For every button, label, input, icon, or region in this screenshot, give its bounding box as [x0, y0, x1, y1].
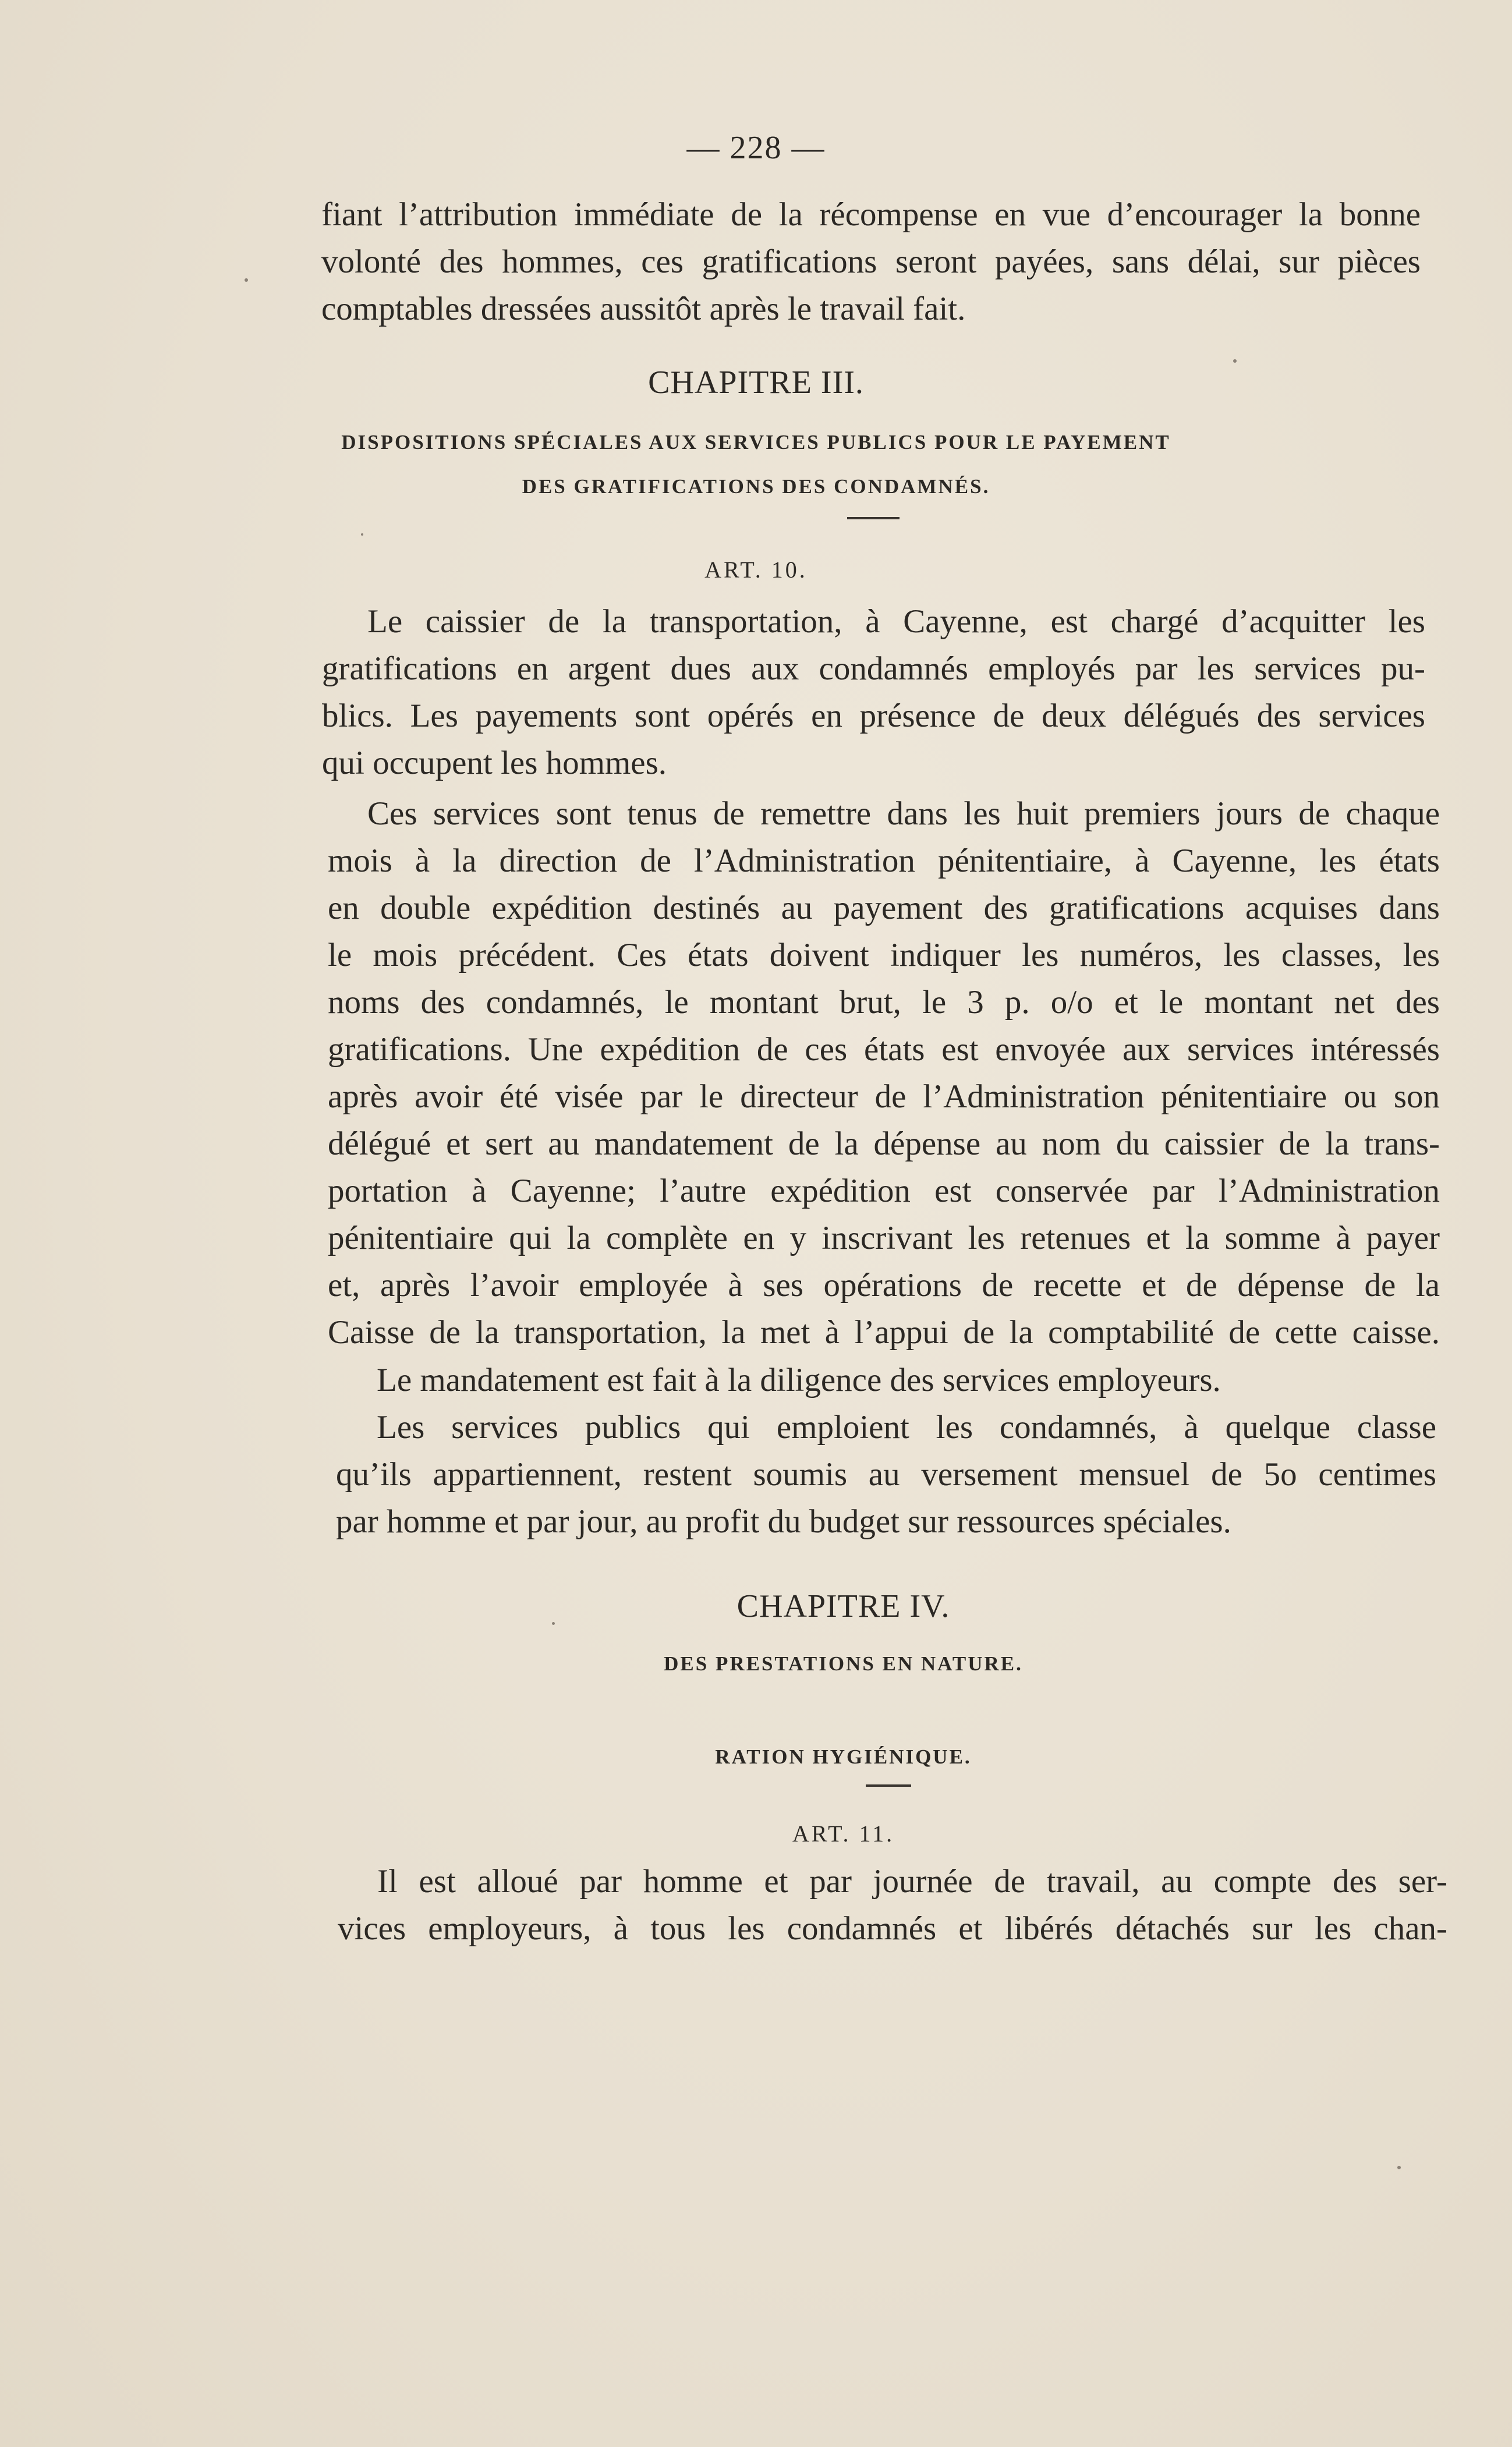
text-line: Le mandatement est fait à la diligence des services employeurs. — [377, 1362, 1221, 1398]
text-line: le mois précédent. Ces états doivent indiquer les numéros, les classes, les — [328, 937, 1440, 973]
article-10-paragraph-2 — [328, 790, 1440, 1356]
article-10-paragraph-3 — [336, 1357, 1436, 1404]
paper-speck — [1233, 359, 1237, 363]
paper-speck — [361, 533, 363, 536]
text-line: pénitentiaire qui la complète en y inscrivant les retenues et la somme à payer — [328, 1220, 1440, 1256]
text-line: mois à la direction de l’Administration pénitentiaire, à Cayenne, les états — [328, 842, 1440, 879]
chapter-3-subtitle-line-1: DISPOSITIONS SPÉCIALES AUX SERVICES PUBLICS POUR LE PAYEMENT — [341, 431, 1171, 454]
text-line: Il est alloué par homme et par journée de travail, au compte des ser- — [377, 1863, 1447, 1900]
text-line: vices employeurs, à tous les condamnés et libérés détachés sur les chan- — [338, 1910, 1447, 1947]
text-line: gratifications. Une expédition de ces états est envoyée aux services intéressés — [328, 1031, 1440, 1068]
article-11-heading: ART. 11. — [792, 1821, 895, 1847]
text-line: Ces services sont tenus de remettre dans les huit premiers jours de chaque — [367, 795, 1440, 832]
text-line: en double expédition destinés au payement des gratifications acquises dans — [328, 890, 1440, 926]
page-number: — 228 — — [686, 130, 826, 166]
article-10-paragraph-1 — [322, 598, 1425, 787]
article-10-heading: ART. 10. — [704, 557, 808, 583]
text-line: gratifications en argent dues aux condamnés employés par les services pu- — [322, 650, 1425, 687]
section-rule — [847, 517, 900, 519]
ration-hygienique-heading: RATION HYGIÉNIQUE. — [715, 1745, 972, 1768]
text-line: et, après l’avoir employée à ses opérations de recette et de dépense de la — [328, 1267, 1440, 1304]
chapter-3-title: CHAPITRE III. — [648, 364, 864, 401]
text-line: Le caissier de la transportation, à Cayenne, est chargé d’acquitter les — [367, 603, 1425, 640]
chapter-4-subtitle: DES PRESTATIONS EN NATURE. — [664, 1652, 1023, 1675]
text-line: Les services publics qui emploient les condamnés, à quelque classe — [377, 1409, 1436, 1446]
text-line: qui occupent les hommes. — [322, 745, 667, 781]
article-10-paragraph-4 — [336, 1404, 1436, 1545]
text-line: par homme et par jour, au profit du budget sur ressources spéciales. — [336, 1503, 1231, 1540]
paper-speck — [245, 278, 248, 282]
text-line: Caisse de la transportation, la met à l’appui de la comptabilité de cette caisse. — [328, 1314, 1440, 1351]
text-line: volonté des hommes, ces gratifications seront payées, sans délai, sur pièces — [321, 243, 1421, 280]
text-line: blics. Les payements sont opérés en présence de deux délégués des services — [322, 697, 1425, 734]
text-line: qu’ils appartiennent, restent soumis au versement mensuel de 5o centimes — [336, 1456, 1436, 1493]
text-line: après avoir été visée par le directeur de l’Administration pénitentiaire ou son — [328, 1078, 1440, 1115]
paper-speck — [1397, 2166, 1401, 2169]
text-line: fiant l’attribution immédiate de la récompense en vue d’encourager la bonne — [321, 196, 1421, 233]
article-11-paragraph — [338, 1858, 1447, 1952]
opening-paragraph — [321, 191, 1421, 332]
paper-speck — [552, 1622, 555, 1625]
chapter-3-subtitle-line-2: DES GRATIFICATIONS DES CONDAMNÉS. — [522, 475, 990, 498]
text-line: noms des condamnés, le montant brut, le 3 p. o/o et le montant net des — [328, 984, 1440, 1021]
section-rule — [866, 1784, 911, 1787]
chapter-4-title: CHAPITRE IV. — [736, 1588, 950, 1624]
text-line: comptables dressées aussitôt après le travail fait. — [321, 291, 966, 327]
text-line: délégué et sert au mandatement de la dépense au nom du caissier de la trans- — [328, 1125, 1440, 1162]
text-line: portation à Cayenne; l’autre expédition est conservée par l’Administration — [328, 1173, 1440, 1209]
